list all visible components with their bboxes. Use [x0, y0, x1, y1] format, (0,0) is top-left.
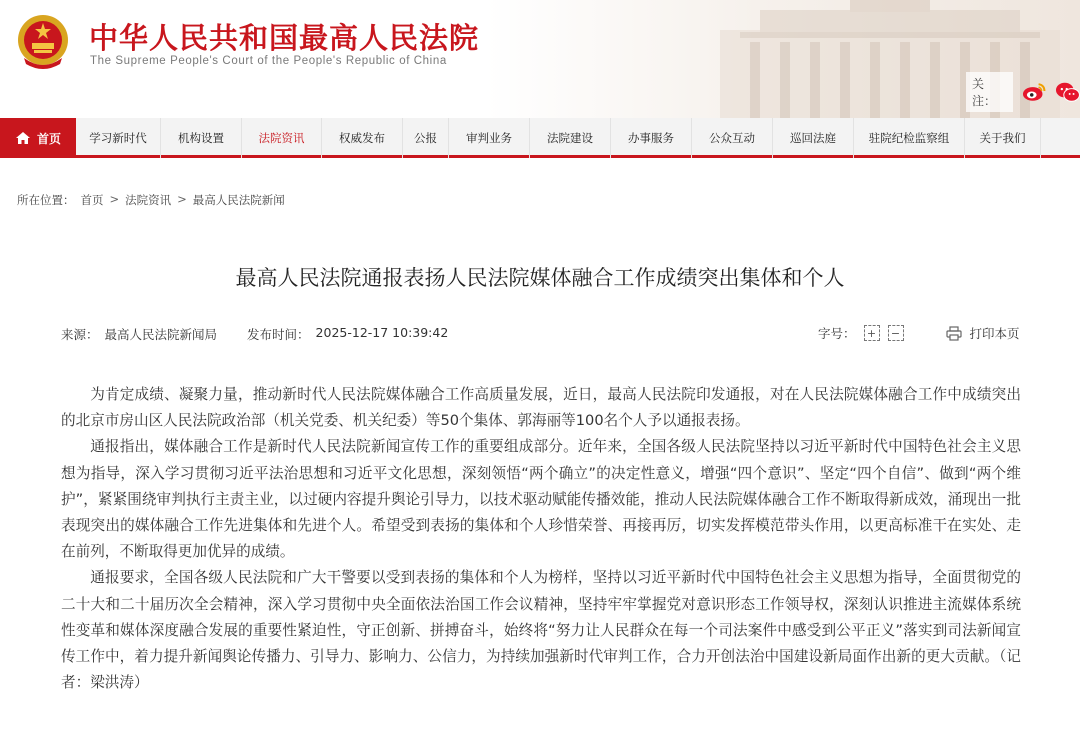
main-nav [0, 118, 1080, 158]
nav-item-7[interactable]: 办事服务 [611, 118, 692, 158]
source-value: 最高人民法院新闻局 [104, 327, 218, 342]
article-title: 最高人民法院通报表扬人民法院媒体融合工作成绩突出集体和个人 [235, 266, 845, 290]
printer-icon [946, 326, 962, 341]
article-paragraph: 通报指出，媒体融合工作是新时代人民法院新闻宣传工作的重要组成部分。近年来，全国各级人民法院坚持以习近平新时代中国特色社会主义思想为指导，深入学习贯彻习近平法治思想和习近平文化思想，深刻领悟“两个确立”的决定性意义，增强“四个意识”、坚定“四个自信”、做到“两个维护”，紧紧围绕审判执行主责主业，以过硬内容提升舆论引导力，以技术驱动赋能传播效能，推动人民法院媒体融合工作不断取得新成效，涌现出一批表现突出的媒体融合工作先进集体和先进个人。希望受到表扬的集体和个人珍惜荣誉、再接再厉，切实发挥模范带头作用，以更高标准干在实处、走在前列，不断取得更加优异的成绩。 [61, 438, 1021, 561]
nav-item-1[interactable]: 机构设置 [161, 118, 242, 158]
site-subtitle: The Supreme People's Court of the People's Republic of China [90, 55, 447, 67]
article-paragraph: 为肯定成绩、凝聚力量，推动新时代人民法院媒体融合工作高质量发展，近日，最高人民法院印发通报，对在人民法院媒体融合工作中成绩突出的北京市房山区人民法院政治部（机关党委、机关纪委）等50个集体、郭海丽等100名个人予以通报表扬。 [61, 386, 1021, 430]
breadcrumb-item-spc-news[interactable]: 最高人民法院新闻 [192, 193, 285, 207]
site-header [0, 0, 1080, 118]
article-meta [61, 325, 448, 343]
wechat-icon[interactable] [1055, 81, 1080, 103]
print-label: 打印本页 [969, 326, 1020, 341]
article-paragraph: 通报要求，全国各级人民法院和广大干警要以受到表扬的集体和个人为榜样，坚持以习近平新时代中国特色社会主义思想为指导，全面贯彻党的二十大和二十届历次全会精神，深入学习贯彻中央全面依法治国工作会议精神，坚持牢牢掌握党对意识形态工作领导权，深刻认识推进主流媒体系统性变革和媒体深度融合发展的重要性紧迫性，守正创新、拼搏奋斗，始终将“努力让人民群众在每一个司法案件中感受到公平正义”落实到司法新闻宣传工作中，着力提升新闻舆论传播力、引导力、影响力、公信力，为持续加强新时代审判工作，合力开创法治中国建设新局面作出新的更大贡献。（记者：梁洪涛） [61, 569, 1021, 692]
breadcrumb-separator: > [177, 192, 187, 206]
nav-item-9[interactable]: 巡回法庭 [773, 118, 854, 158]
font-decrease-button[interactable]: − [888, 325, 904, 341]
nav-home-label: 首页 [36, 131, 61, 146]
breadcrumb [17, 192, 285, 208]
nav-item-6[interactable]: 法院建设 [530, 118, 611, 158]
nav-home[interactable] [0, 118, 76, 158]
national-emblem-icon [16, 14, 70, 70]
weibo-icon[interactable] [1021, 81, 1046, 103]
font-increase-button[interactable]: + [864, 325, 880, 341]
print-button[interactable] [946, 324, 1020, 342]
time-label: 发布时间： [247, 327, 310, 342]
nav-item-11[interactable]: 关于我们 [965, 118, 1041, 158]
follow-label: 关注： [966, 72, 1013, 112]
nav-item-10[interactable]: 驻院纪检监察组 [854, 118, 965, 158]
nav-item-8[interactable]: 公众互动 [692, 118, 773, 158]
nav-item-3[interactable]: 权威发布 [322, 118, 403, 158]
site-title[interactable]: 中华人民共和国最高人民法院 [89, 21, 480, 55]
source-label: 来源： [61, 327, 99, 342]
breadcrumb-item-news[interactable]: 法院资讯 [125, 193, 172, 207]
nav-item-0[interactable]: 学习新时代 [76, 118, 161, 158]
breadcrumb-prefix: 所在位置： [17, 193, 75, 207]
time-value: 2025-12-17 10:39:42 [315, 325, 449, 340]
nav-items [76, 118, 1080, 155]
font-size-label: 字号： [818, 326, 856, 341]
follow-bar [966, 77, 1080, 108]
nav-item-4[interactable]: 公报 [403, 118, 449, 158]
article-tools [818, 324, 1020, 342]
nav-item-5[interactable]: 审判业务 [449, 118, 530, 158]
breadcrumb-separator: > [109, 192, 120, 206]
nav-item-2[interactable]: 法院资讯 [242, 118, 322, 158]
article-body [61, 382, 1021, 696]
home-icon [15, 131, 31, 145]
breadcrumb-item-home[interactable]: 首页 [80, 193, 104, 207]
